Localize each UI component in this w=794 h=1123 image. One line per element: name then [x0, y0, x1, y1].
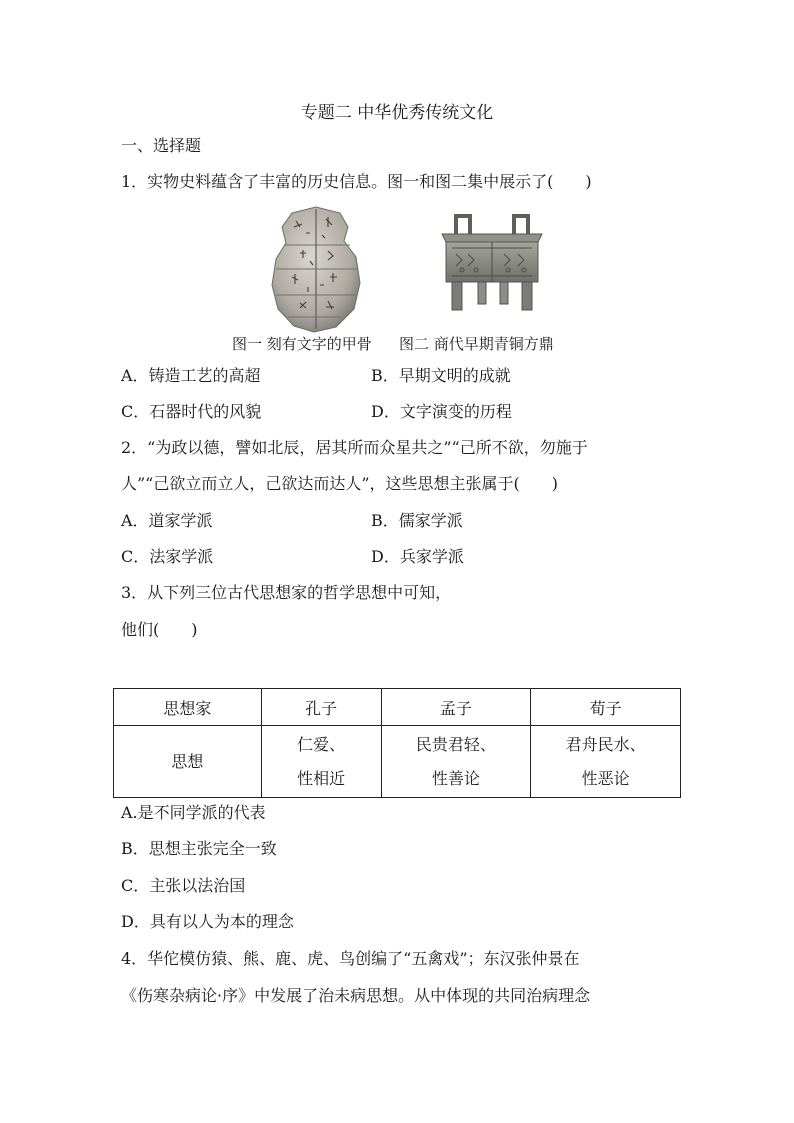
bronze-ding-image [438, 212, 546, 312]
q2-option-c[interactable]: C．法家学派 [121, 547, 214, 566]
q3-option-c[interactable]: C．主张以法治国 [121, 876, 246, 895]
table-header-cell: 思想家 [114, 689, 262, 726]
table-row-label: 思想 [114, 726, 262, 798]
cell-line: 仁爱、 [297, 734, 346, 754]
table-header-row [114, 689, 681, 726]
q1-stem: 1．实物史料蕴含了丰富的历史信息。图一和图二集中展示了( ) [121, 172, 592, 191]
q2-stem-line2: 人”“己欲立而立人，己欲达而达人”，这些思想主张属于( ) [121, 474, 559, 493]
figure1-caption: 图一 刻有文字的甲骨 [232, 335, 372, 353]
q3-option-b[interactable]: B．思想主张完全一致 [121, 839, 277, 858]
q1-option-b[interactable]: B．早期文明的成就 [371, 366, 511, 385]
table-header-cell: 孔子 [261, 689, 381, 726]
section-heading: 一、选择题 [121, 136, 202, 155]
table-cell [261, 726, 381, 798]
q2-option-b[interactable]: B．儒家学派 [371, 511, 463, 530]
cell-line: 民贵君轻、 [415, 734, 496, 754]
cell-line: 君舟民水、 [565, 734, 646, 754]
page-title: 专题二 中华优秀传统文化 [300, 103, 494, 123]
figure2-caption: 图二 商代早期青铜方鼎 [399, 335, 554, 353]
table-cell [531, 726, 681, 798]
q3-option-d[interactable]: D．具有以人为本的理念 [121, 912, 294, 931]
q2-option-d[interactable]: D．兵家学派 [371, 547, 464, 566]
q4-stem-line1: 4．华佗模仿猿、熊、鹿、虎、鸟创编了“五禽戏”；东汉张仲景在 [121, 949, 580, 968]
oracle-bone-image [270, 205, 362, 333]
q3-option-a[interactable]: A.是不同学派的代表 [121, 803, 266, 822]
cell-line: 性相近 [297, 768, 346, 788]
cell-line: 性恶论 [581, 768, 630, 788]
table-cell [381, 726, 531, 798]
q1-option-d[interactable]: D．文字演变的历程 [371, 402, 512, 421]
q3-stem-line2: 他们( ) [121, 620, 198, 639]
q1-option-c[interactable]: C．石器时代的风貌 [121, 402, 262, 421]
cell-line: 性善论 [431, 768, 480, 788]
table-row [114, 726, 681, 798]
q4-stem-line2: 《伤寒杂病论·序》中发展了治未病思想。从中体现的共同治病理念 [121, 986, 591, 1005]
q2-option-a[interactable]: A．道家学派 [121, 511, 213, 530]
q1-option-a[interactable]: A．铸造工艺的高超 [121, 366, 261, 385]
table-header-cell: 荀子 [531, 689, 681, 726]
q2-stem-line1: 2．“为政以德，譬如北辰，居其所而众星共之”“己所不欲，勿施于 [121, 438, 588, 457]
table-header-cell: 孟子 [381, 689, 531, 726]
q3-stem-line1: 3．从下列三位古代思想家的哲学思想中可知， [121, 583, 452, 602]
thinkers-table [113, 688, 681, 798]
